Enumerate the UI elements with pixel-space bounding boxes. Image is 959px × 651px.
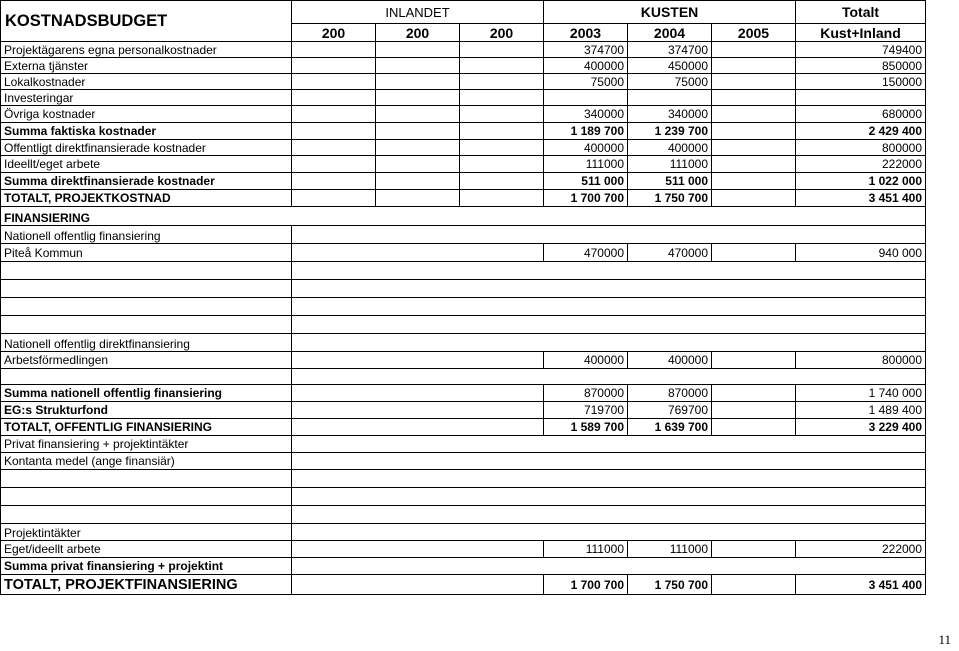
year-header: 2004 xyxy=(628,24,712,42)
cell-2005: 470000 xyxy=(628,244,712,262)
cell-2004: 111000 xyxy=(544,541,628,558)
row-label: Summa faktiska kostnader xyxy=(1,123,292,140)
cell-2005: 1 239 700 xyxy=(628,123,712,140)
cell-total: 940 000 xyxy=(796,244,926,262)
cell-total: 3 451 400 xyxy=(796,575,926,595)
cell-2005: 400000 xyxy=(628,352,712,369)
cell-2005: 1 750 700 xyxy=(628,190,712,207)
cell-total: 850000 xyxy=(796,58,926,74)
total-header: Kust+Inland xyxy=(796,24,926,42)
row-label: Eget/ideellt arbete xyxy=(1,541,292,558)
row-label: Övriga kostnader xyxy=(1,106,292,123)
cell-2004: 1 700 700 xyxy=(544,190,628,207)
row-label: Nationell offentlig direktfinansiering xyxy=(1,334,292,352)
year-header: 200 xyxy=(460,24,544,42)
row-label: Nationell offentlig finansiering xyxy=(1,226,292,244)
cell-total: 680000 xyxy=(796,106,926,123)
row-label: Summa direktfinansierade kostnader xyxy=(1,173,292,190)
cell-total: 1 489 400 xyxy=(796,402,926,419)
row-label: TOTALT, OFFENTLIG FINANSIERING xyxy=(1,419,292,436)
row-label: Projektintäkter xyxy=(1,524,292,541)
cell-2005: 111000 xyxy=(628,156,712,173)
row-label: TOTALT, PROJEKTFINANSIERING xyxy=(1,575,292,595)
cell-2005: 870000 xyxy=(628,385,712,402)
row-label: Lokalkostnader xyxy=(1,74,292,90)
row-label: Summa privat finansiering + projektint xyxy=(1,558,292,575)
group-header-totalt: Totalt xyxy=(796,1,926,24)
cell-2005: 1 750 700 xyxy=(628,575,712,595)
row-label: Externa tjänster xyxy=(1,58,292,74)
year-header: 2003 xyxy=(544,24,628,42)
cell-2004: 870000 xyxy=(544,385,628,402)
cell-total: 150000 xyxy=(796,74,926,90)
cell-2005: 75000 xyxy=(628,74,712,90)
row-label: Investeringar xyxy=(1,90,292,106)
row-label: Ideellt/eget arbete xyxy=(1,156,292,173)
row-label: Projektägarens egna personalkostnader xyxy=(1,42,292,58)
cell-2005: 769700 xyxy=(628,402,712,419)
cell-2004: 1 700 700 xyxy=(544,575,628,595)
cell-total: 749400 xyxy=(796,42,926,58)
cell-2004: 75000 xyxy=(544,74,628,90)
year-header: 2005 xyxy=(712,24,796,42)
year-header: 200 xyxy=(292,24,376,42)
cell-2004: 470000 xyxy=(544,244,628,262)
cell-2004: 374700 xyxy=(544,42,628,58)
year-header: 200 xyxy=(376,24,460,42)
group-header-inland: INLANDET xyxy=(292,1,544,24)
cell-2004: 400000 xyxy=(544,140,628,156)
cell-total: 2 429 400 xyxy=(796,123,926,140)
cell-2005: 511 000 xyxy=(628,173,712,190)
cell-total: 1 740 000 xyxy=(796,385,926,402)
row-label: Summa nationell offentlig finansiering xyxy=(1,385,292,402)
cell-2005: 400000 xyxy=(628,140,712,156)
cell-2004: 719700 xyxy=(544,402,628,419)
cell-2004: 511 000 xyxy=(544,173,628,190)
cell-2004: 400000 xyxy=(544,58,628,74)
cell-total: 800000 xyxy=(796,352,926,369)
cell-2005: 450000 xyxy=(628,58,712,74)
cell-2004: 340000 xyxy=(544,106,628,123)
page-title: KOSTNADSBUDGET xyxy=(1,1,292,42)
cell-2004: 1 589 700 xyxy=(544,419,628,436)
cell-2005: 374700 xyxy=(628,42,712,58)
cell-total: 222000 xyxy=(796,541,926,558)
cell-2004: 400000 xyxy=(544,352,628,369)
row-label: Piteå Kommun xyxy=(1,244,292,262)
row-label: Arbetsförmedlingen xyxy=(1,352,292,369)
row-label: EG:s Strukturfond xyxy=(1,402,292,419)
cell-total: 1 022 000 xyxy=(796,173,926,190)
row-label: TOTALT, PROJEKTKOSTNAD xyxy=(1,190,292,207)
cell-total: 222000 xyxy=(796,156,926,173)
cell-total: 3 451 400 xyxy=(796,190,926,207)
group-header-kusten: KUSTEN xyxy=(544,1,796,24)
page-number: 11 xyxy=(938,632,951,647)
cell-2005: 1 639 700 xyxy=(628,419,712,436)
cell-total: 800000 xyxy=(796,140,926,156)
row-label: Offentligt direktfinansierade kostnader xyxy=(1,140,292,156)
cell-2005: 111000 xyxy=(628,541,712,558)
cell-total: 3 229 400 xyxy=(796,419,926,436)
cell-2005: 340000 xyxy=(628,106,712,123)
cell-2004: 111000 xyxy=(544,156,628,173)
row-label: Privat finansiering + projektintäkter xyxy=(1,436,292,453)
section-heading-finansiering: FINANSIERING xyxy=(1,207,926,226)
cell-2004: 1 189 700 xyxy=(544,123,628,140)
row-label: Kontanta medel (ange finansiär) xyxy=(1,453,292,470)
